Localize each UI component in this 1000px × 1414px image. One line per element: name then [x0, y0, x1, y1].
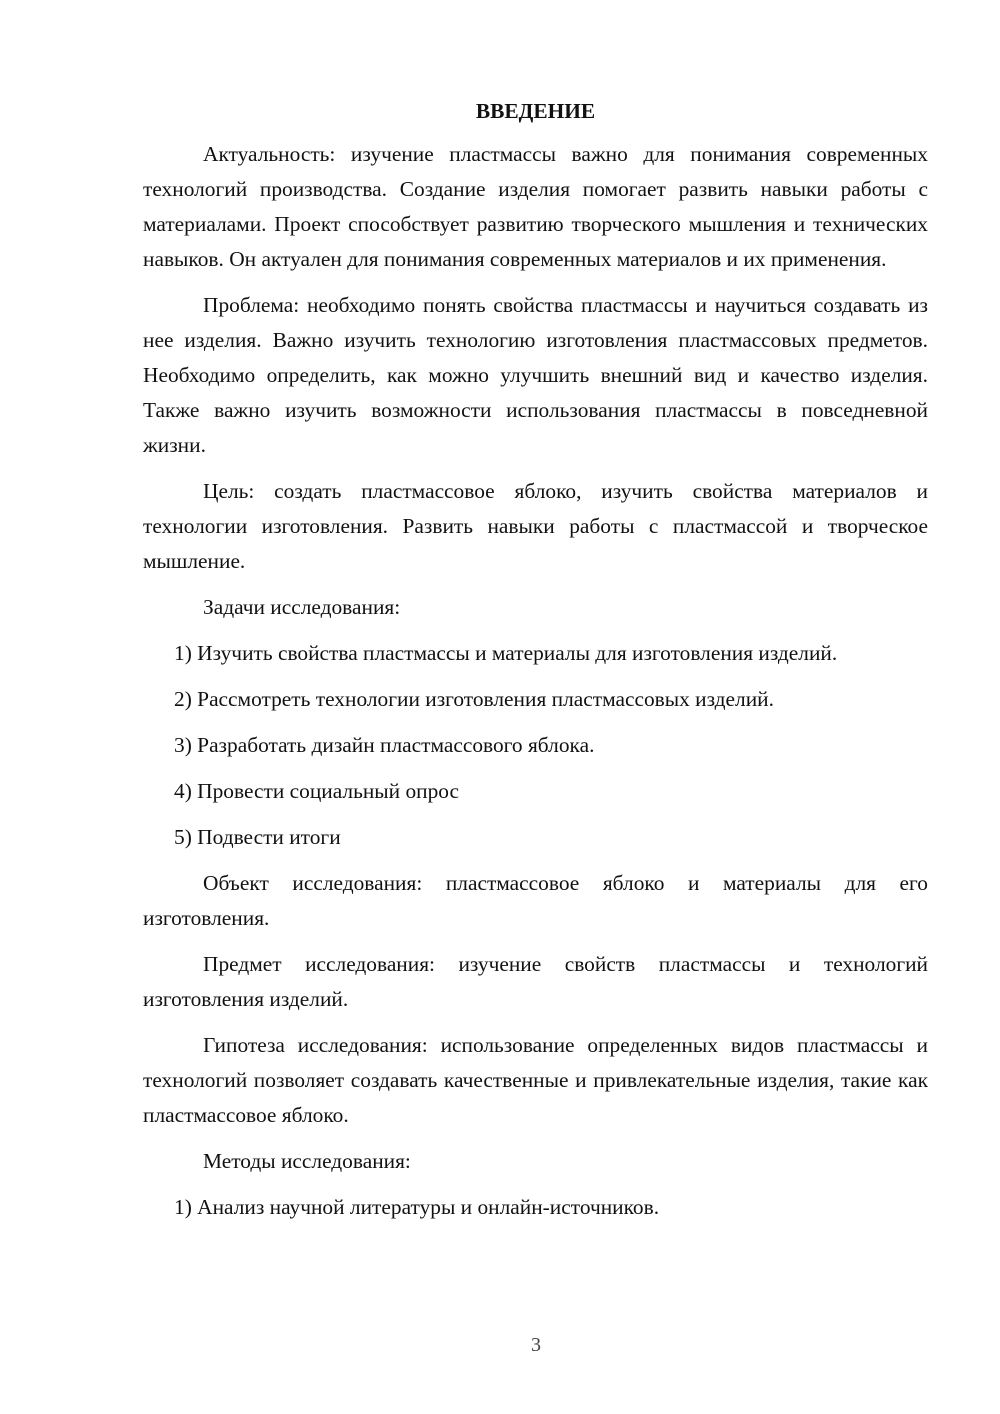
task-item-1: 1) Изучить свойства пластмассы и материалы для изготовления изделий. — [174, 641, 838, 665]
task-item-4: 4) Провести социальный опрос — [174, 779, 460, 803]
relevance-paragraph: Актуальность: изучение пластмассы важно для понимания современных технологий производства. Создание изделия помогает развить навыки работы с материалами. Проект способствует развитию творческого мышления и технических навыков. Он актуален для понимания современных материалов и их применения. — [143, 142, 928, 271]
hypothesis-paragraph: Гипотеза исследования: использование определенных видов пластмассы и технологий позволяет создавать качественные и привлекательные изделия, такие как пластмассовое яблоко. — [143, 1033, 928, 1127]
task-item-3: 3) Разработать дизайн пластмассового яблока. — [174, 733, 595, 757]
tasks-heading: Задачи исследования: — [203, 595, 401, 619]
object-paragraph: Объект исследования: пластмассовое яблоко и материалы для его изготовления. — [143, 871, 928, 930]
page-content — [143, 96, 928, 1236]
task-item-2: 2) Рассмотреть технологии изготовления пластмассовых изделий. — [174, 687, 774, 711]
methods-heading: Методы исследования: — [203, 1149, 411, 1173]
goal-paragraph: Цель: создать пластмассовое яблоко, изучить свойства материалов и технологии изготовления. Развить навыки работы с пластмассой и творческое мышление. — [143, 479, 928, 573]
task-item-5: 5) Подвести итоги — [174, 825, 341, 849]
page-title: ВВЕДЕНИЕ — [475, 99, 596, 123]
problem-paragraph: Проблема: необходимо понять свойства пластмассы и научиться создавать из нее изделия. Важно изучить технологию изготовления пластмассовых предметов. Необходимо определить, как можно улучшить внешний вид и качество изделия. Также важно изучить возможности использования пластмассы в повседневной жизни. — [143, 293, 928, 457]
subject-paragraph: Предмет исследования: изучение свойств пластмассы и технологий изготовления изделий. — [143, 952, 928, 1011]
method-item-1: 1) Анализ научной литературы и онлайн-источников. — [174, 1195, 660, 1219]
page-number: 3 — [531, 1334, 541, 1356]
